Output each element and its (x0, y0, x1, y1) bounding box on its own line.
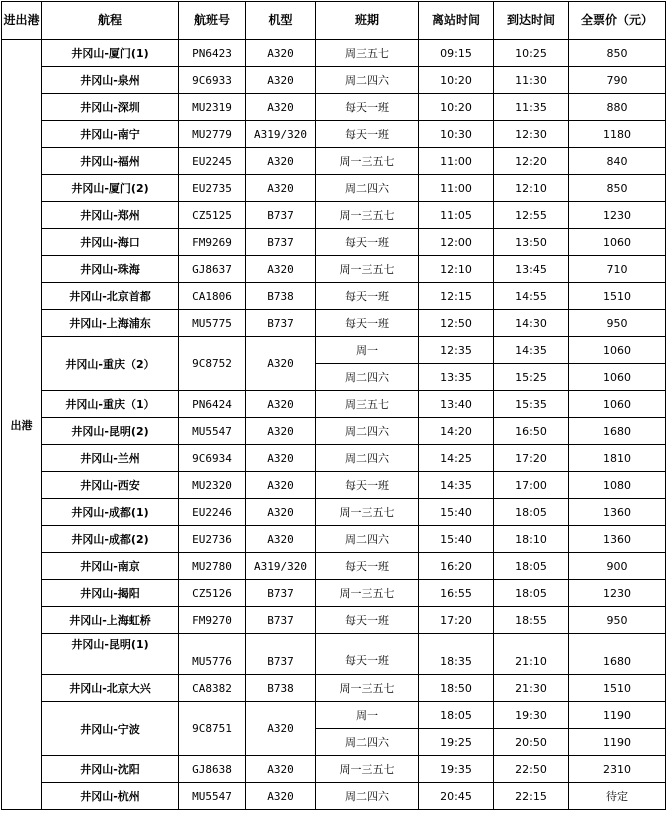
table-row (2, 783, 666, 810)
flight-number-cell: MU2320 (179, 472, 246, 499)
table-row (2, 229, 666, 256)
aircraft-cell: A320 (246, 40, 316, 67)
route-cell: 井冈山-重庆（2） (42, 337, 179, 391)
aircraft-cell: B737 (246, 580, 316, 607)
route-cell: 井冈山-宁波 (42, 702, 179, 756)
aircraft-cell: B737 (246, 229, 316, 256)
schedule-cell: 周三五七 (316, 40, 419, 67)
price-cell: 1360 (569, 499, 666, 526)
aircraft-cell: A320 (246, 445, 316, 472)
arrive-time-cell: 17:00 (494, 472, 569, 499)
flight-number-cell: 9C8751 (179, 702, 246, 756)
aircraft-cell: B737 (246, 607, 316, 634)
depart-time-cell: 14:20 (419, 418, 494, 445)
header-schedule: 班期 (316, 2, 419, 40)
arrive-time-cell: 12:20 (494, 148, 569, 175)
table-row (2, 175, 666, 202)
header-aircraft: 机型 (246, 2, 316, 40)
schedule-cell: 每天一班 (316, 310, 419, 337)
price-cell: 950 (569, 310, 666, 337)
table-row (2, 418, 666, 445)
arrive-time-cell: 11:30 (494, 67, 569, 94)
aircraft-cell: A320 (246, 526, 316, 553)
price-cell: 1190 (569, 729, 666, 756)
aircraft-cell: B737 (246, 310, 316, 337)
price-cell: 1060 (569, 229, 666, 256)
depart-time-cell: 11:00 (419, 175, 494, 202)
depart-time-cell: 12:00 (419, 229, 494, 256)
price-cell: 790 (569, 67, 666, 94)
depart-time-cell: 19:35 (419, 756, 494, 783)
arrive-time-cell: 13:50 (494, 229, 569, 256)
depart-time-cell: 12:50 (419, 310, 494, 337)
header-flight-no: 航班号 (179, 2, 246, 40)
schedule-cell: 周一三五七 (316, 256, 419, 283)
arrive-time-cell: 14:35 (494, 337, 569, 364)
aircraft-cell: A320 (246, 783, 316, 810)
flight-schedule-table (1, 1, 666, 810)
flight-number-cell: PN6424 (179, 391, 246, 418)
header-arrive: 到达时间 (494, 2, 569, 40)
depart-time-cell: 17:20 (419, 607, 494, 634)
route-cell: 井冈山-厦门(2) (42, 175, 179, 202)
schedule-cell: 周二四六 (316, 67, 419, 94)
price-cell: 1810 (569, 445, 666, 472)
table-row (2, 526, 666, 553)
header-route: 航程 (42, 2, 179, 40)
table-row (2, 553, 666, 580)
schedule-cell: 周二四六 (316, 729, 419, 756)
depart-time-cell: 14:25 (419, 445, 494, 472)
route-cell: 井冈山-重庆（1） (42, 391, 179, 418)
arrive-time-cell: 14:55 (494, 283, 569, 310)
table-row (2, 580, 666, 607)
price-cell: 1510 (569, 283, 666, 310)
depart-time-cell: 12:15 (419, 283, 494, 310)
schedule-cell: 每天一班 (316, 607, 419, 634)
arrive-time-cell: 18:05 (494, 553, 569, 580)
depart-time-cell: 13:40 (419, 391, 494, 418)
header-price: 全票价（元） (569, 2, 666, 40)
depart-time-cell: 15:40 (419, 499, 494, 526)
flight-number-cell: CZ5125 (179, 202, 246, 229)
flight-number-cell: MU5775 (179, 310, 246, 337)
arrive-time-cell: 18:05 (494, 580, 569, 607)
schedule-cell: 周一三五七 (316, 675, 419, 702)
depart-time-cell: 18:35 (419, 634, 494, 675)
arrive-time-cell: 18:05 (494, 499, 569, 526)
aircraft-cell: B737 (246, 634, 316, 675)
schedule-cell: 周二四六 (316, 526, 419, 553)
route-cell: 井冈山-西安 (42, 472, 179, 499)
table-row (2, 391, 666, 418)
price-cell: 900 (569, 553, 666, 580)
depart-time-cell: 12:10 (419, 256, 494, 283)
aircraft-cell: A320 (246, 418, 316, 445)
schedule-cell: 周一 (316, 702, 419, 729)
arrive-time-cell: 21:10 (494, 634, 569, 675)
depart-time-cell: 18:05 (419, 702, 494, 729)
route-cell: 井冈山-珠海 (42, 256, 179, 283)
aircraft-cell: B737 (246, 202, 316, 229)
flight-number-cell: GJ8637 (179, 256, 246, 283)
aircraft-cell: B738 (246, 675, 316, 702)
depart-time-cell: 19:25 (419, 729, 494, 756)
schedule-cell: 周二四六 (316, 418, 419, 445)
schedule-cell: 周一三五七 (316, 499, 419, 526)
price-cell: 850 (569, 175, 666, 202)
route-cell: 井冈山-昆明(2) (42, 418, 179, 445)
route-cell: 井冈山-北京大兴 (42, 675, 179, 702)
depart-time-cell: 10:20 (419, 67, 494, 94)
aircraft-cell: A320 (246, 391, 316, 418)
price-cell: 1060 (569, 391, 666, 418)
price-cell: 710 (569, 256, 666, 283)
route-cell: 井冈山-杭州 (42, 783, 179, 810)
table-row (2, 121, 666, 148)
header-direction: 进出港 (2, 2, 42, 40)
arrive-time-cell: 13:45 (494, 256, 569, 283)
schedule-cell: 周二四六 (316, 364, 419, 391)
arrive-time-cell: 19:30 (494, 702, 569, 729)
arrive-time-cell: 17:20 (494, 445, 569, 472)
aircraft-cell: B738 (246, 283, 316, 310)
route-cell: 井冈山-福州 (42, 148, 179, 175)
schedule-cell: 周二四六 (316, 175, 419, 202)
flight-number-cell: MU2780 (179, 553, 246, 580)
table-row (2, 634, 666, 675)
price-cell: 待定 (569, 783, 666, 810)
flight-number-cell: EU2736 (179, 526, 246, 553)
depart-time-cell: 13:35 (419, 364, 494, 391)
table-row (2, 256, 666, 283)
table-body (2, 2, 666, 810)
table-row (2, 310, 666, 337)
schedule-cell: 每天一班 (316, 229, 419, 256)
table-row (2, 40, 666, 67)
table-row (2, 283, 666, 310)
schedule-cell: 每天一班 (316, 283, 419, 310)
price-cell: 1680 (569, 418, 666, 445)
arrive-time-cell: 22:50 (494, 756, 569, 783)
aircraft-cell: A320 (246, 472, 316, 499)
price-cell: 1230 (569, 202, 666, 229)
flight-number-cell: PN6423 (179, 40, 246, 67)
aircraft-cell: A320 (246, 67, 316, 94)
schedule-cell: 周一三五七 (316, 756, 419, 783)
depart-time-cell: 16:55 (419, 580, 494, 607)
depart-time-cell: 18:50 (419, 675, 494, 702)
route-cell: 井冈山-海口 (42, 229, 179, 256)
aircraft-cell: A319/320 (246, 553, 316, 580)
flight-number-cell: EU2735 (179, 175, 246, 202)
aircraft-cell: A320 (246, 499, 316, 526)
arrive-time-cell: 12:30 (494, 121, 569, 148)
flight-number-cell: MU2319 (179, 94, 246, 121)
schedule-cell: 每天一班 (316, 121, 419, 148)
table-row (2, 337, 666, 364)
flight-number-cell: 9C6934 (179, 445, 246, 472)
depart-time-cell: 11:00 (419, 148, 494, 175)
table-row (2, 472, 666, 499)
arrive-time-cell: 20:50 (494, 729, 569, 756)
table-row (2, 445, 666, 472)
table-row (2, 94, 666, 121)
direction-cell: 出港 (2, 40, 42, 810)
flight-number-cell: 9C6933 (179, 67, 246, 94)
schedule-cell: 每天一班 (316, 553, 419, 580)
flight-number-cell: CA8382 (179, 675, 246, 702)
aircraft-cell: A320 (246, 148, 316, 175)
aircraft-cell: A320 (246, 756, 316, 783)
price-cell: 880 (569, 94, 666, 121)
table-row (2, 499, 666, 526)
schedule-cell: 周一三五七 (316, 202, 419, 229)
aircraft-cell: A320 (246, 175, 316, 202)
route-cell: 井冈山-上海虹桥 (42, 607, 179, 634)
depart-time-cell: 15:40 (419, 526, 494, 553)
price-cell: 1190 (569, 702, 666, 729)
depart-time-cell: 14:35 (419, 472, 494, 499)
arrive-time-cell: 16:50 (494, 418, 569, 445)
schedule-cell: 周二四六 (316, 783, 419, 810)
route-cell: 井冈山-南京 (42, 553, 179, 580)
flight-number-cell: EU2246 (179, 499, 246, 526)
price-cell: 1230 (569, 580, 666, 607)
price-cell: 1360 (569, 526, 666, 553)
route-cell: 井冈山-上海浦东 (42, 310, 179, 337)
flight-number-cell: EU2245 (179, 148, 246, 175)
route-cell: 井冈山-昆明(1) (42, 634, 179, 675)
flight-number-cell: 9C8752 (179, 337, 246, 391)
flight-number-cell: FM9270 (179, 607, 246, 634)
schedule-cell: 周二四六 (316, 445, 419, 472)
price-cell: 1080 (569, 472, 666, 499)
aircraft-cell: A319/320 (246, 121, 316, 148)
arrive-time-cell: 15:35 (494, 391, 569, 418)
flight-number-cell: MU5776 (179, 634, 246, 675)
price-cell: 1060 (569, 364, 666, 391)
table-row (2, 607, 666, 634)
depart-time-cell: 11:05 (419, 202, 494, 229)
depart-time-cell: 16:20 (419, 553, 494, 580)
route-cell: 井冈山-成都(2) (42, 526, 179, 553)
arrive-time-cell: 18:10 (494, 526, 569, 553)
aircraft-cell: A320 (246, 337, 316, 391)
schedule-cell: 每天一班 (316, 94, 419, 121)
schedule-cell: 每天一班 (316, 634, 419, 675)
route-cell: 井冈山-深圳 (42, 94, 179, 121)
flight-number-cell: MU2779 (179, 121, 246, 148)
route-cell: 井冈山-南宁 (42, 121, 179, 148)
schedule-cell: 周三五七 (316, 391, 419, 418)
depart-time-cell: 20:45 (419, 783, 494, 810)
price-cell: 840 (569, 148, 666, 175)
depart-time-cell: 12:35 (419, 337, 494, 364)
price-cell: 950 (569, 607, 666, 634)
header-depart: 离站时间 (419, 2, 494, 40)
price-cell: 1060 (569, 337, 666, 364)
price-cell: 1180 (569, 121, 666, 148)
price-cell: 1510 (569, 675, 666, 702)
price-cell: 850 (569, 40, 666, 67)
route-cell: 井冈山-郑州 (42, 202, 179, 229)
aircraft-cell: A320 (246, 256, 316, 283)
schedule-cell: 周一三五七 (316, 580, 419, 607)
table-row (2, 756, 666, 783)
flight-number-cell: GJ8638 (179, 756, 246, 783)
price-cell: 1680 (569, 634, 666, 675)
depart-time-cell: 09:15 (419, 40, 494, 67)
arrive-time-cell: 12:55 (494, 202, 569, 229)
arrive-time-cell: 21:30 (494, 675, 569, 702)
arrive-time-cell: 18:55 (494, 607, 569, 634)
flight-number-cell: MU5547 (179, 418, 246, 445)
arrive-time-cell: 11:35 (494, 94, 569, 121)
route-cell: 井冈山-兰州 (42, 445, 179, 472)
flight-number-cell: CA1806 (179, 283, 246, 310)
flight-number-cell: FM9269 (179, 229, 246, 256)
depart-time-cell: 10:30 (419, 121, 494, 148)
flight-number-cell: MU5547 (179, 783, 246, 810)
aircraft-cell: A320 (246, 702, 316, 756)
header-row (2, 2, 666, 40)
table-row (2, 675, 666, 702)
route-cell: 井冈山-沈阳 (42, 756, 179, 783)
table-row (2, 67, 666, 94)
flight-number-cell: CZ5126 (179, 580, 246, 607)
route-cell: 井冈山-揭阳 (42, 580, 179, 607)
arrive-time-cell: 10:25 (494, 40, 569, 67)
route-cell: 井冈山-北京首都 (42, 283, 179, 310)
arrive-time-cell: 15:25 (494, 364, 569, 391)
aircraft-cell: A320 (246, 94, 316, 121)
route-cell: 井冈山-厦门(1) (42, 40, 179, 67)
schedule-cell: 周一 (316, 337, 419, 364)
table-row (2, 202, 666, 229)
route-cell: 井冈山-成都(1) (42, 499, 179, 526)
schedule-cell: 周一三五七 (316, 148, 419, 175)
schedule-cell: 每天一班 (316, 472, 419, 499)
route-cell: 井冈山-泉州 (42, 67, 179, 94)
depart-time-cell: 10:20 (419, 94, 494, 121)
table-row (2, 148, 666, 175)
arrive-time-cell: 12:10 (494, 175, 569, 202)
price-cell: 2310 (569, 756, 666, 783)
arrive-time-cell: 22:15 (494, 783, 569, 810)
table-row (2, 702, 666, 729)
arrive-time-cell: 14:30 (494, 310, 569, 337)
